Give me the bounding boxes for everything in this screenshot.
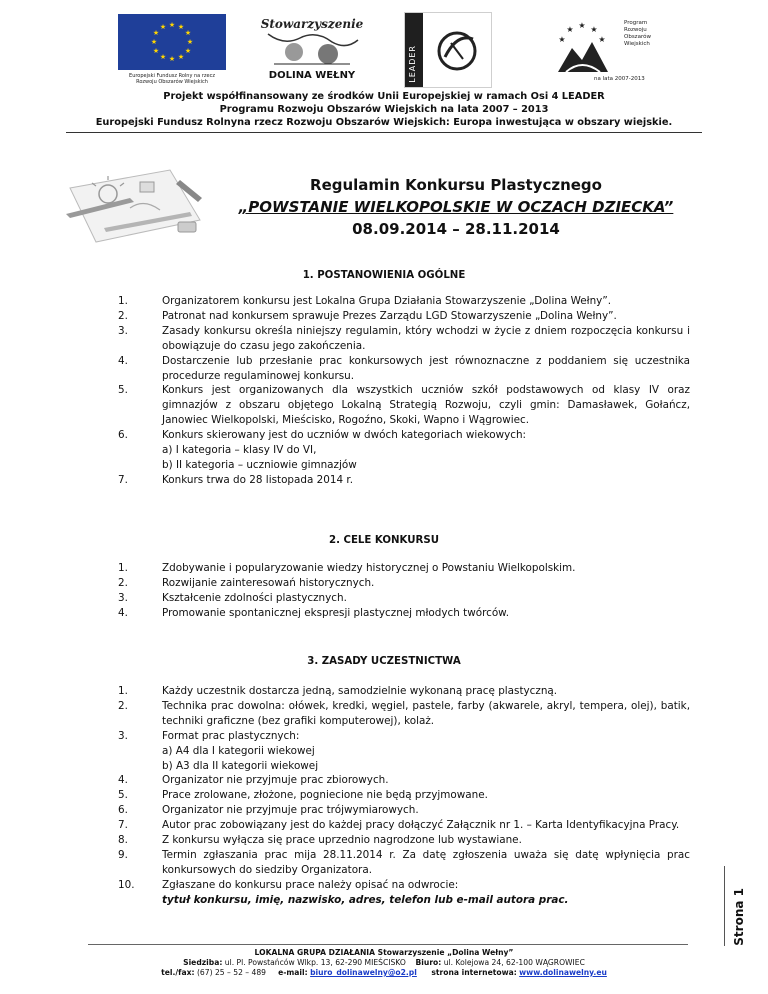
item-text: Organizator nie przyjmuje prac trójwymiarowych. bbox=[162, 804, 419, 817]
item-number: 6. bbox=[118, 429, 128, 442]
footer-org: LOKALNA GRUPA DZIAŁANIA Stowarzyszenie „Dolina Wełny” bbox=[254, 948, 514, 957]
list-item bbox=[118, 773, 690, 788]
list-item bbox=[118, 576, 690, 591]
tel-label: tel./fax: bbox=[161, 968, 195, 977]
item-number: 5. bbox=[118, 789, 128, 802]
biuro-address: ul. Kolejowa 24, 62-100 WĄGROWIEC bbox=[441, 958, 585, 967]
sub-item: b) A3 dla II kategorii wiekowej bbox=[162, 759, 319, 772]
email-link[interactable]: biuro_dolinawelny@o2.pl bbox=[310, 968, 417, 977]
leader-text: LEADER bbox=[408, 45, 417, 83]
item-number: 3. bbox=[118, 324, 128, 337]
prow-logo bbox=[540, 18, 660, 84]
document-title bbox=[196, 174, 716, 240]
svg-text:★: ★ bbox=[152, 29, 160, 37]
section-3-list bbox=[118, 684, 690, 908]
item-number: 9. bbox=[118, 848, 128, 861]
description-fields: tytuł konkursu, imię, nazwisko, adres, telefon lub e-mail autora prac. bbox=[162, 893, 569, 906]
section-1-list bbox=[118, 294, 690, 488]
item-text: Organizatorem konkursu jest Lokalna Grupa Działania Stowarzyszenie „Dolina Wełny”. bbox=[162, 295, 612, 307]
list-item bbox=[118, 848, 690, 878]
prow-years: na lata 2007-2013 bbox=[594, 76, 645, 82]
list-item bbox=[118, 699, 690, 729]
header-divider bbox=[66, 132, 702, 133]
svg-text:★: ★ bbox=[598, 35, 606, 44]
item-text: Format prac plastycznych: bbox=[162, 729, 300, 742]
svg-text:★: ★ bbox=[578, 21, 586, 30]
item-text: Dostarczenie lub przesłanie prac konkursowych jest równoznaczne z poddaniem się uczestnika procedurze regulaminowej konkursu. bbox=[162, 354, 690, 382]
item-text: Kształcenie zdolności plastycznych. bbox=[162, 591, 347, 604]
section-2-list bbox=[118, 561, 690, 621]
item-number: 2. bbox=[118, 576, 128, 589]
item-number: 10. bbox=[118, 878, 135, 891]
item-text: Konkurs trwa do 28 listopada 2014 r. bbox=[162, 473, 354, 486]
svg-text:★: ★ bbox=[558, 35, 566, 44]
item-text: Z konkursu wyłącza się prace uprzednio nagrodzone lub wystawiane. bbox=[162, 834, 522, 847]
item-number: 3. bbox=[118, 729, 128, 742]
svg-text:★: ★ bbox=[168, 21, 176, 29]
sub-item: b) II kategoria – uczniowie gimnazjów bbox=[162, 458, 357, 471]
item-number: 4. bbox=[118, 606, 128, 619]
page-number-text: Strona 1 bbox=[732, 888, 746, 946]
svg-text:★: ★ bbox=[168, 55, 176, 63]
title-dates: 08.09.2014 – 28.11.2014 bbox=[352, 220, 560, 238]
item-text: Termin zgłaszania prac mija 28.11.2014 r. Za datę zgłoszenia uważa się datę wpłynięcia prac konkursowych do siedziby Organizatora. bbox=[162, 848, 690, 876]
item-number: 4. bbox=[118, 774, 128, 787]
eu-caption: Europejski Fundusz Rolny na rzecz Rozwoju Obszarów Wiejskich bbox=[129, 73, 215, 85]
tel-number: (67) 25 – 52 – 489 bbox=[194, 968, 267, 977]
title-line-1: Regulamin Konkursu Plastycznego bbox=[310, 176, 602, 194]
list-item bbox=[118, 729, 690, 774]
item-number: 2. bbox=[118, 699, 128, 712]
svg-text:★: ★ bbox=[177, 53, 185, 61]
section-2-heading: 2. CELE KONKURSU bbox=[328, 535, 439, 546]
page-side-rule bbox=[724, 866, 725, 946]
list-item bbox=[118, 788, 690, 803]
footer-address-line bbox=[0, 958, 768, 968]
item-text: Zdobywanie i popularyzowanie wiedzy historycznej o Powstaniu Wielkopolskim. bbox=[162, 562, 576, 574]
leader-logo bbox=[404, 12, 492, 88]
prow-emblem-icon bbox=[540, 18, 624, 78]
list-item bbox=[118, 684, 690, 699]
drawing-clipart bbox=[60, 158, 210, 248]
svg-text:★: ★ bbox=[159, 53, 167, 61]
siedziba-label: Siedziba: bbox=[183, 958, 223, 967]
list-item bbox=[118, 803, 690, 818]
item-number: 1. bbox=[118, 562, 128, 574]
header-line-2: Programu Rozwoju Obszarów Wiejskich na lata 2007 – 2013 bbox=[219, 104, 549, 115]
website-link[interactable]: www.dolinawelny.eu bbox=[519, 968, 607, 977]
sdw-top-text: Stowarzyszenie bbox=[260, 17, 364, 31]
sub-item: a) I kategoria – klasy IV do VI, bbox=[162, 444, 317, 457]
list-item bbox=[118, 428, 690, 473]
list-item bbox=[118, 878, 690, 908]
svg-text:★: ★ bbox=[184, 29, 192, 37]
svg-text:★: ★ bbox=[150, 38, 158, 46]
item-number: 1. bbox=[118, 295, 128, 307]
eu-flag-logo bbox=[118, 14, 226, 85]
www-label: strona internetowa: bbox=[431, 968, 517, 977]
header-line-1: Projekt współfinansowany ze środków Unii Europejskiej w ramach Osi 4 LEADER bbox=[163, 91, 605, 102]
item-text: Konkurs jest organizowanych dla wszystkich uczniów szkół podstawowych od klasy IV oraz gimnazjów z obszaru objętego Lokalną Strategią Rozwoju, czyli gmin: Damasławek, Gołańcz, Janowiec Wielkopolski, Mieścisko, Rogoźno, Skoki, Wapno i Wągrowiec. bbox=[162, 384, 690, 427]
svg-text:★: ★ bbox=[566, 25, 574, 34]
logo-strip bbox=[0, 8, 768, 90]
sdw-bottom-text: DOLINA WEŁNY bbox=[268, 70, 356, 81]
header-line-3: Europejski Fundusz Rolnyna rzecz Rozwoju Obszarów Wiejskich: Europa inwestująca w obszary wiejskie. bbox=[95, 117, 673, 128]
list-item bbox=[118, 294, 690, 309]
item-number: 5. bbox=[118, 384, 128, 397]
funding-header bbox=[0, 90, 768, 129]
item-text: Prace zrolowane, złożone, pogniecione nie będą przyjmowane. bbox=[162, 789, 488, 802]
footer-contact-line bbox=[0, 968, 768, 978]
list-item bbox=[118, 591, 690, 606]
list-item bbox=[118, 383, 690, 428]
prow-text: Program Rozwoju Obszarów Wiejskich bbox=[624, 20, 651, 47]
list-item bbox=[118, 818, 690, 833]
footer bbox=[0, 948, 768, 978]
eu-stars-icon bbox=[118, 14, 226, 70]
list-item bbox=[118, 833, 690, 848]
section-3-heading: 3. ZASADY UCZESTNICTWA bbox=[307, 656, 461, 667]
svg-text:★: ★ bbox=[186, 38, 194, 46]
item-number: 7. bbox=[118, 819, 128, 832]
email-label: e-mail: bbox=[278, 968, 308, 977]
svg-text:★: ★ bbox=[152, 47, 160, 55]
item-number: 7. bbox=[118, 473, 128, 486]
section-1-heading: 1. POSTANOWIENIA OGÓLNE bbox=[302, 270, 466, 281]
svg-text:★: ★ bbox=[177, 23, 185, 31]
title-line-2: „POWSTANIE WIELKOPOLSKIE W OCZACH DZIECKA” bbox=[238, 198, 674, 216]
item-text: Zasady konkursu określa niniejszy regulamin, który wchodzi w życie z dniem rozpoczęcia konkursu i obowiązuje do czasu jego zakończenia. bbox=[162, 324, 690, 352]
footer-divider bbox=[88, 944, 688, 945]
svg-text:★: ★ bbox=[590, 25, 598, 34]
item-text: Technika prac dowolna: ołówek, kredki, węgiel, pastele, farby (akwarele, akryl, tempera, olej), batik, techniki graficzne (bez grafiki komputerowej), kolaż. bbox=[162, 699, 690, 727]
item-text: Patronat nad konkursem sprawuje Prezes Zarządu LGD Stowarzyszenie „Dolina Wełny”. bbox=[162, 309, 617, 322]
sub-item: a) A4 dla I kategorii wiekowej bbox=[162, 744, 315, 757]
list-item bbox=[118, 354, 690, 384]
siedziba-address: ul. Pl. Powstańców Wlkp. 13, 62-290 MIEŚCISKO bbox=[222, 958, 406, 967]
item-text: Zgłaszane do konkursu prace należy opisać na odwrocie: bbox=[162, 878, 459, 891]
item-number: 4. bbox=[118, 354, 128, 367]
list-item bbox=[118, 606, 690, 621]
item-number: 2. bbox=[118, 309, 128, 322]
list-item bbox=[118, 473, 690, 488]
item-number: 3. bbox=[118, 591, 128, 604]
item-number: 8. bbox=[118, 834, 128, 847]
svg-text:★: ★ bbox=[184, 47, 192, 55]
list-item bbox=[118, 324, 690, 354]
list-item bbox=[118, 309, 690, 324]
svg-text:★: ★ bbox=[159, 23, 167, 31]
dolina-welny-logo bbox=[254, 12, 370, 84]
page-number bbox=[729, 866, 749, 946]
item-text: Organizator nie przyjmuje prac zbiorowych. bbox=[162, 774, 389, 787]
item-text: Autor prac zobowiązany jest do każdej pracy dołączyć Załącznik nr 1. – Karta Identyfikacyjna Pracy. bbox=[162, 819, 680, 832]
item-number: 6. bbox=[118, 804, 128, 817]
eu-flag bbox=[118, 14, 226, 70]
item-text: Każdy uczestnik dostarcza jedną, samodzielnie wykonaną pracę plastyczną. bbox=[162, 685, 558, 697]
item-text: Rozwijanie zainteresowań historycznych. bbox=[162, 576, 375, 589]
item-text: Promowanie spontanicznej ekspresji plastycznej młodych twórców. bbox=[162, 606, 510, 619]
list-item bbox=[118, 561, 690, 576]
biuro-label: Biuro: bbox=[415, 958, 442, 967]
item-number: 1. bbox=[118, 685, 128, 697]
item-text: Konkurs skierowany jest do uczniów w dwóch kategoriach wiekowych: bbox=[162, 429, 527, 442]
